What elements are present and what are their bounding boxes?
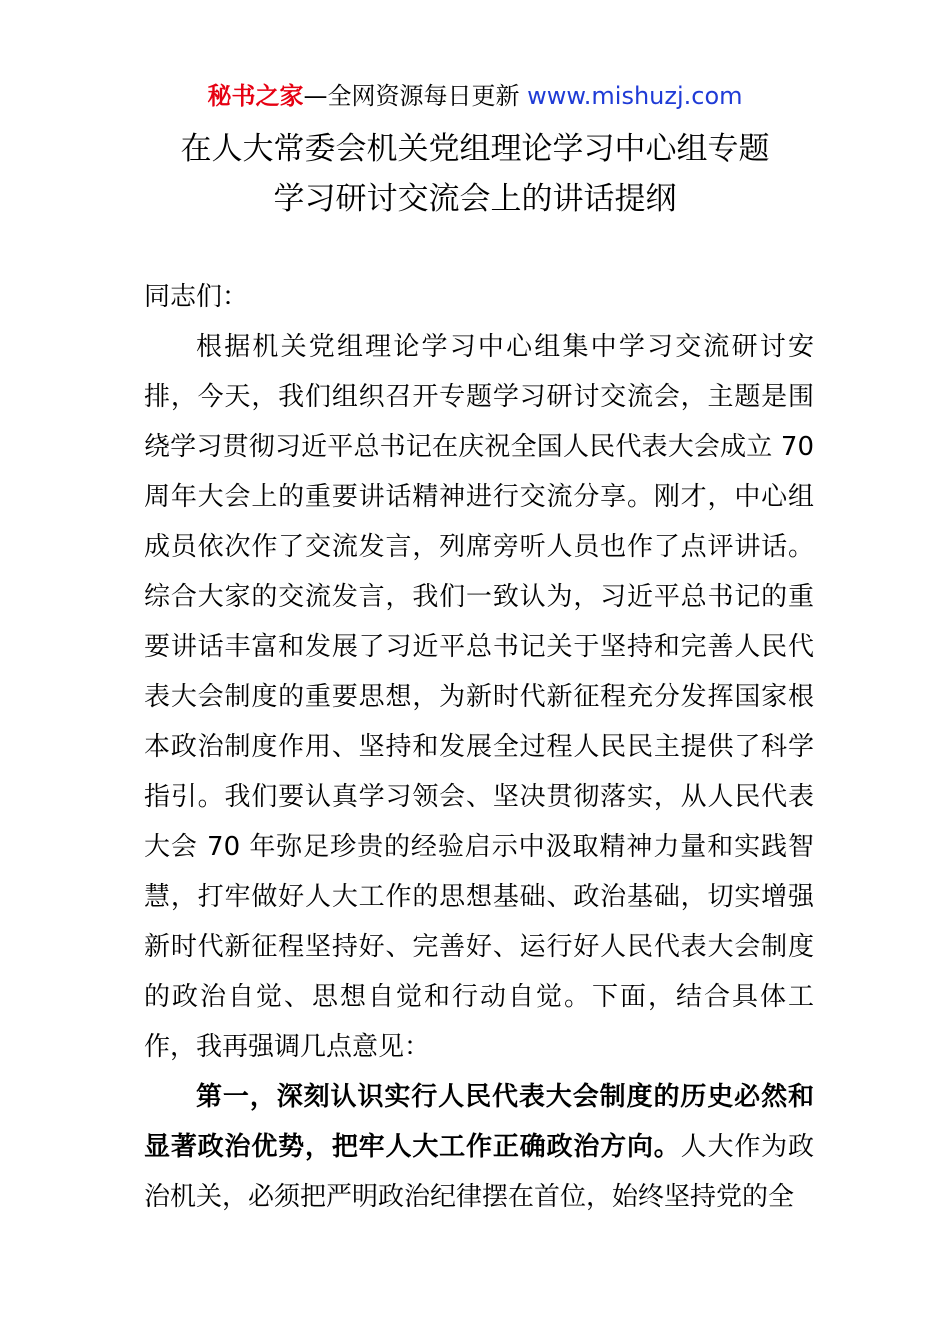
- title-line-2: 学习研讨交流会上的讲话提纲: [273, 181, 677, 217]
- site-url[interactable]: www.mishuzj.com: [527, 82, 743, 110]
- paragraph-2-heading: 第一，深刻认识实行人民代表大会制度的历史必然和显著政治优势，把牢人大工作正确政治方向。: [144, 1082, 814, 1162]
- site-tagline: —全网资源每日更新: [303, 82, 520, 110]
- watermark-header: [0, 80, 950, 112]
- document-title: [0, 124, 950, 224]
- greeting: 同志们：: [144, 282, 249, 312]
- title-line-1: 在人大常委会机关党组理论学习中心组专题: [180, 131, 770, 167]
- paragraph-1: 根据机关党组理论学习中心组集中学习交流研讨安排，今天，我们组织召开专题学习研讨交流会，主题是围绕学习贯彻习近平总书记在庆祝全国人民代表大会成立 70 周年大会上的重要讲话精神进行交流分享。刚才，中心组成员依次作了交流发言，列席旁听人员也作了点评讲话。综合大家的交流发言，我们一致认为，习近平总书记的重要讲话丰富和发展了习近平总书记关于坚持和完善人民代表大会制度的重要思想，为新时代新征程充分发挥国家根本政治制度作用、坚持和发展全过程人民民主提供了科学指引。我们要认真学习领会、坚决贯彻落实，从人民代表大会 70 年弥足珍贵的经验启示中汲取精神力量和实践智慧，打牢做好人大工作的思想基础、政治基础，切实增强新时代新征程坚持好、完善好、运行好人民代表大会制度的政治自觉、思想自觉和行动自觉。下面，结合具体工作，我再强调几点意见：: [144, 332, 814, 1062]
- paragraph-2: [144, 1072, 814, 1222]
- document-body: [144, 272, 814, 1222]
- paragraph-2-text: 人大作为政治机关，必须把严明政治纪律摆在首位，始终坚持党的全: [144, 1132, 814, 1212]
- site-brand: 秘书之家: [207, 82, 304, 110]
